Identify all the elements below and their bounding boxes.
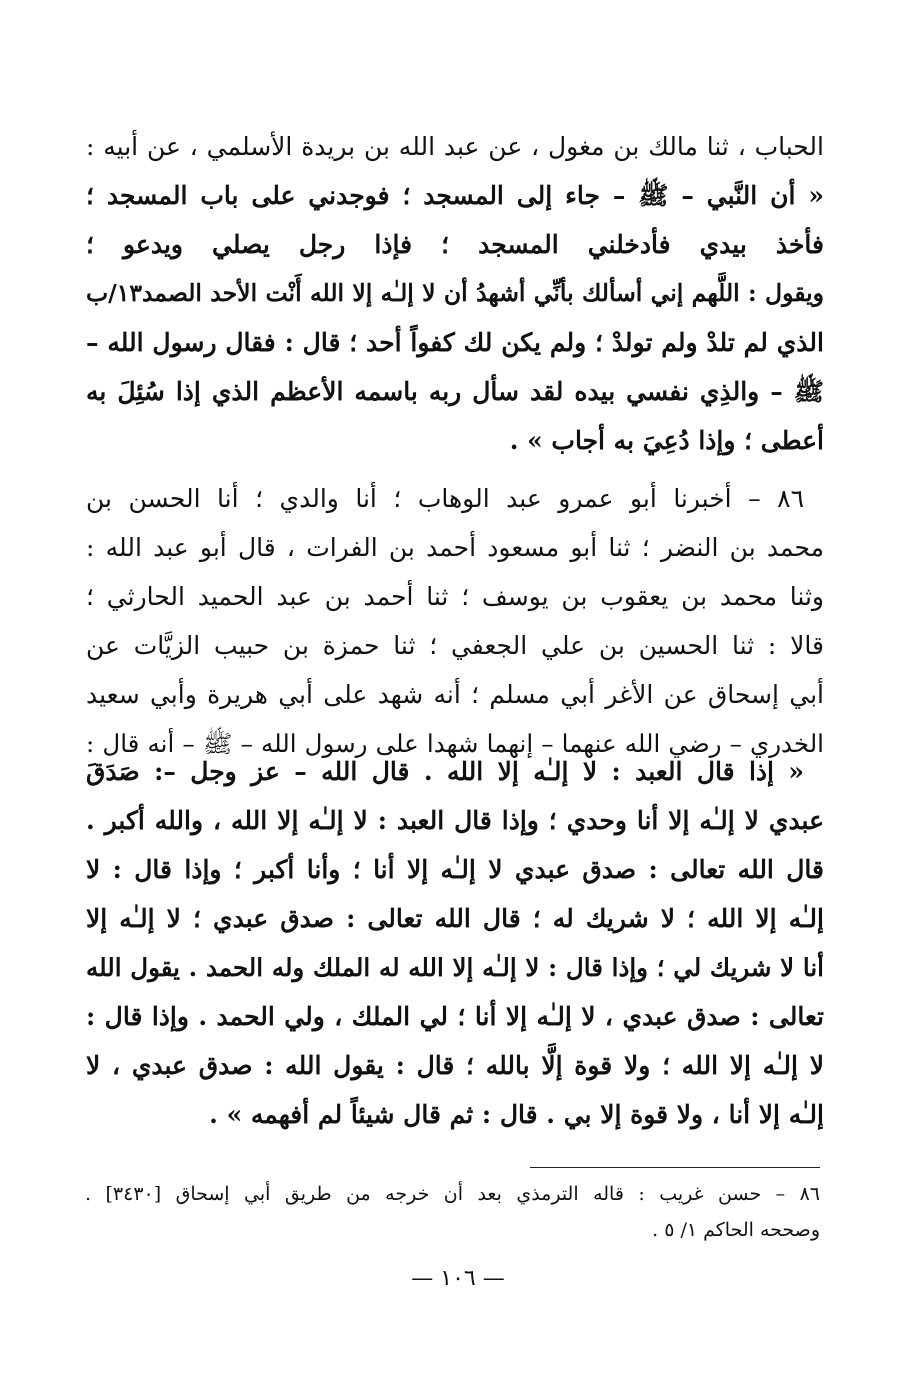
text-line: الذي لم تلدْ ولم تولدْ ؛ ولم يكن لك كفواً أحد ؛ قال : فقال رسول الله – (86, 328, 824, 357)
text-line: تعالى : صدق عبدي ، لا إلـٰه إلا أنا ؛ لي الملك ، ولي الحمد . وإذا قال : (86, 1002, 824, 1031)
text-line: قالا : ثنا الحسين بن علي الجعفي ؛ ثنا حمزة بن حبيب الزيَّات عن (86, 631, 824, 660)
isnad-text-block (86, 474, 824, 768)
text-line: ﷺ – والذِي نفسي بيده لقد سأل ربه باسمه الأعظم الذي إذا سُئِلَ به (86, 377, 824, 406)
text-line: ٨٦ – أخبرنا أبو عمرو عبد الوهاب ؛ أنا والدي ؛ أنا الحسن بن (86, 484, 804, 513)
text-line: « أن النَّبي – ﷺ – جاء إلى المسجد ؛ فوجدني على باب المسجد ؛ (86, 181, 824, 210)
footnote-line: وصححه الحاكم ١/ ٥ . (652, 1219, 820, 1241)
text-line: محمد بن النضر ؛ ثنا أبو مسعود أحمد بن الفرات ، قال أبو عبد الله : (86, 533, 824, 562)
page-number: — ١٠٦ — (411, 1266, 505, 1291)
text-line: ويقول : اللَّهم إني أسألك بأنِّي أشهدُ أن لا إلـٰه إلا الله أَنْت الأحد الصمد١٣/ب (86, 279, 824, 307)
text-line: أنا لا شريك لي ؛ وإذا قال : لا إلـٰه إلا الله له الملك وله الحمد . يقول الله (86, 953, 824, 982)
hadith-text-block-1 (86, 122, 824, 465)
text-line: أعطى ؛ وإذا دُعِيَ به أجاب » . (509, 426, 824, 455)
text-line: الحباب ، ثنا مالك بن مغول ، عن عبد الله بن بريدة الأسلمي ، عن أبيه : (86, 132, 824, 161)
text-line: لا إلـٰه إلا الله ؛ ولا قوة إلَّا بالله ؛ قال : يقول الله : صدق عبدي ، لا (86, 1051, 824, 1080)
text-line: إلـٰه إلا أنا ، ولا قوة إلا بي . قال : ثم قال شيئاً لم أفهمه » . (209, 1100, 824, 1129)
text-line: قال الله تعالى : صدق عبدي لا إلـٰه إلا أنا ؛ وأنا أكبر ؛ وإذا قال : لا (86, 855, 824, 884)
footnote-line: ٨٦ – حسن غريب : قاله الترمذي بعد أن خرجه من طريق أبي إسحاق [٣٤٣٠] . (85, 1183, 820, 1205)
text-line: عبدي لا إلـٰه إلا أنا وحدي ؛ وإذا قال العبد : لا إلـٰه إلا الله ، والله أكبر . (86, 806, 824, 835)
text-line: وثنا محمد بن يعقوب بن يوسف ؛ ثنا أحمد بن عبد الحميد الحارثي ؛ (86, 582, 824, 611)
text-line: الخدري – رضي الله عنهما – إنهما شهدا على رسول الله – ﷺ – أنه قال : (86, 729, 824, 758)
text-line: « إذا قال العبد : لا إلـٰه إلا الله . قال الله – عز وجل –: صَدَقَ (86, 757, 804, 786)
hadith-text-block-2 (86, 747, 824, 1139)
text-line: إلـٰه إلا الله ؛ لا شريك له ؛ قال الله تعالى : صدق عبدي ؛ لا إلـٰه إلا (86, 904, 824, 933)
text-line: أبي إسحاق عن الأغر أبي مسلم ؛ أنه شهد على أبي هريرة وأبي سعيد (86, 680, 824, 709)
footnote-divider (530, 1167, 820, 1168)
footnote (85, 1176, 820, 1248)
text-line: فأخذ بيدي فأدخلني المسجد ؛ فإذا رجل يصلي ويدعو ؛ (86, 230, 824, 259)
